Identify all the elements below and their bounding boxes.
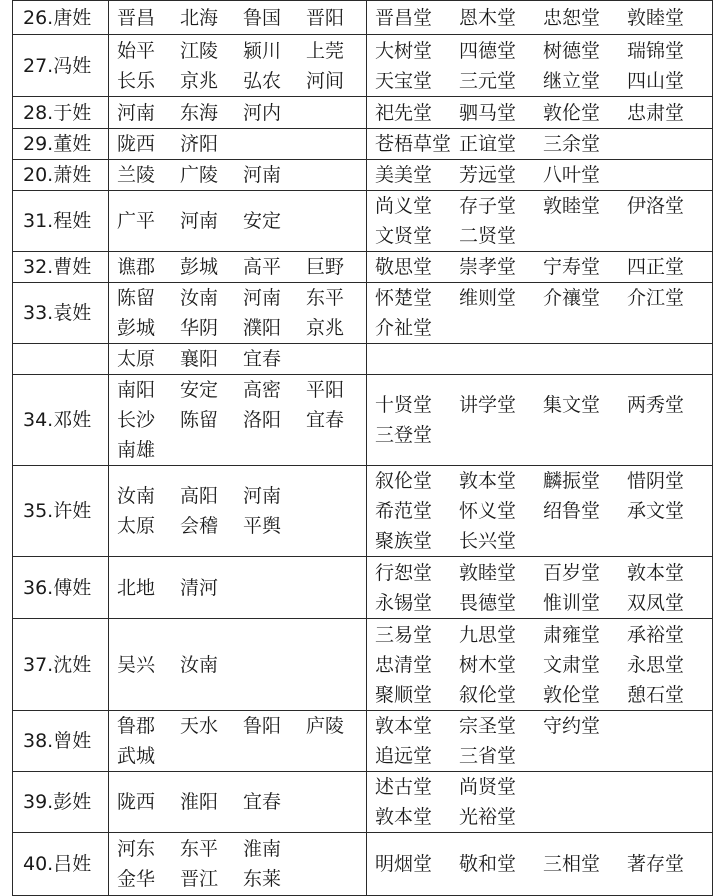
commandery-name: 淮南 bbox=[243, 838, 282, 860]
surname-cell bbox=[13, 283, 109, 344]
hall-line bbox=[375, 313, 712, 343]
surname-table bbox=[12, 0, 713, 896]
table-row bbox=[13, 1, 713, 35]
table-row bbox=[13, 619, 713, 711]
commandery-name: 河南 bbox=[243, 485, 282, 507]
hall-name: 肃雍堂 bbox=[543, 623, 601, 646]
commandery-line bbox=[117, 98, 366, 128]
hall-line bbox=[375, 620, 712, 650]
table-row bbox=[13, 833, 713, 896]
hall-name: 讲学堂 bbox=[459, 394, 517, 416]
hall-name: 敦睦堂 bbox=[543, 195, 601, 217]
hall-name-cell bbox=[367, 129, 713, 160]
hall-name: 八叶堂 bbox=[543, 164, 601, 186]
hall-name-cell bbox=[367, 833, 713, 896]
hall-name: 行恕堂 bbox=[375, 561, 433, 584]
hall-name: 九思堂 bbox=[459, 623, 517, 646]
hall-line bbox=[375, 390, 712, 420]
commandery-name: 彭城 bbox=[180, 256, 219, 278]
hall-name: 维则堂 bbox=[459, 287, 517, 309]
hall-name: 畏德堂 bbox=[459, 591, 517, 614]
hall-name-cell bbox=[367, 466, 713, 557]
surname-label: 35.许姓 bbox=[23, 500, 92, 522]
commandery-name: 高平 bbox=[243, 256, 282, 278]
surname-cell bbox=[13, 619, 109, 711]
commandery-cell bbox=[109, 283, 367, 344]
commandery-name: 河南 bbox=[117, 101, 156, 124]
hall-name: 著存堂 bbox=[627, 853, 685, 875]
hall-name: 介祉堂 bbox=[375, 317, 433, 339]
hall-name-cell bbox=[367, 557, 713, 619]
table-row bbox=[13, 160, 713, 191]
table-row bbox=[13, 97, 713, 129]
hall-line bbox=[375, 252, 712, 282]
commandery-line bbox=[117, 864, 366, 894]
commandery-line bbox=[117, 344, 366, 374]
hall-name-cell bbox=[367, 772, 713, 833]
hall-line bbox=[375, 772, 712, 802]
commandery-name: 清河 bbox=[180, 576, 219, 599]
hall-line bbox=[375, 3, 712, 33]
hall-name: 叙伦堂 bbox=[459, 683, 517, 706]
commandery-name: 河南 bbox=[243, 287, 282, 309]
commandery-name: 河内 bbox=[243, 101, 282, 124]
commandery-name: 太原 bbox=[117, 348, 156, 370]
hall-name: 忠清堂 bbox=[375, 653, 433, 676]
commandery-name: 东平 bbox=[180, 838, 219, 860]
hall-name: 希范堂 bbox=[375, 500, 433, 522]
hall-name: 三登堂 bbox=[375, 424, 433, 446]
commandery-cell bbox=[109, 466, 367, 557]
commandery-cell bbox=[109, 97, 367, 129]
commandery-cell bbox=[109, 772, 367, 833]
commandery-name: 京兆 bbox=[180, 69, 219, 92]
hall-name: 正谊堂 bbox=[459, 133, 517, 155]
hall-name: 麟振堂 bbox=[543, 470, 601, 492]
surname-label: 38.曾姓 bbox=[23, 730, 92, 752]
hall-name: 美美堂 bbox=[375, 164, 433, 186]
surname-label: 34.邓姓 bbox=[23, 409, 92, 431]
hall-name: 守约堂 bbox=[543, 715, 601, 737]
commandery-name: 庐陵 bbox=[306, 715, 345, 737]
commandery-name: 济阳 bbox=[180, 133, 219, 155]
hall-name: 继立堂 bbox=[543, 69, 601, 92]
hall-name: 文肃堂 bbox=[543, 653, 601, 676]
commandery-name: 陈留 bbox=[180, 409, 219, 431]
table-row bbox=[13, 191, 713, 252]
hall-name: 惟训堂 bbox=[543, 591, 601, 614]
hall-name-cell bbox=[367, 711, 713, 772]
hall-name: 树德堂 bbox=[543, 39, 601, 62]
surname-label: 28.于姓 bbox=[23, 101, 92, 124]
hall-name: 文贤堂 bbox=[375, 225, 433, 247]
hall-line bbox=[375, 558, 712, 588]
hall-name: 集文堂 bbox=[543, 394, 601, 416]
hall-line bbox=[375, 98, 712, 128]
commandery-name: 高阳 bbox=[180, 485, 219, 507]
commandery-cell bbox=[109, 1, 367, 35]
commandery-name: 晋江 bbox=[180, 868, 219, 890]
hall-name-cell bbox=[367, 252, 713, 283]
hall-name: 树木堂 bbox=[459, 653, 517, 676]
hall-name: 永思堂 bbox=[627, 653, 685, 676]
commandery-name: 鲁阳 bbox=[243, 715, 282, 737]
commandery-line bbox=[117, 435, 366, 465]
hall-name: 尚义堂 bbox=[375, 195, 433, 217]
hall-name: 恩木堂 bbox=[459, 6, 517, 29]
hall-line bbox=[375, 36, 712, 66]
surname-label: 31.程姓 bbox=[23, 210, 92, 232]
hall-name: 三元堂 bbox=[459, 69, 517, 92]
hall-name: 双凤堂 bbox=[627, 591, 685, 614]
commandery-name: 谯郡 bbox=[117, 256, 156, 278]
hall-name: 宗圣堂 bbox=[459, 715, 517, 737]
commandery-cell bbox=[109, 557, 367, 619]
surname-cell bbox=[13, 772, 109, 833]
commandery-name: 长乐 bbox=[117, 69, 156, 92]
surname-cell bbox=[13, 344, 109, 375]
commandery-cell bbox=[109, 252, 367, 283]
commandery-cell bbox=[109, 375, 367, 466]
surname-cell bbox=[13, 129, 109, 160]
hall-name-cell bbox=[367, 1, 713, 35]
commandery-name: 南雄 bbox=[117, 439, 156, 461]
commandery-name: 金华 bbox=[117, 868, 156, 890]
commandery-name: 宜春 bbox=[306, 409, 345, 431]
commandery-name: 汝南 bbox=[117, 485, 156, 507]
hall-name-cell bbox=[367, 97, 713, 129]
commandery-name: 天水 bbox=[180, 715, 219, 737]
hall-name: 三易堂 bbox=[375, 623, 433, 646]
hall-line bbox=[375, 849, 712, 879]
surname-label: 39.彭姓 bbox=[23, 791, 92, 813]
hall-name-cell bbox=[367, 375, 713, 466]
surname-table-body bbox=[13, 1, 713, 896]
surname-cell bbox=[13, 35, 109, 97]
surname-label: 26.唐姓 bbox=[23, 6, 92, 29]
hall-name: 敦本堂 bbox=[375, 715, 433, 737]
hall-name: 伊洛堂 bbox=[627, 195, 685, 217]
table-row bbox=[13, 344, 713, 375]
commandery-name: 陇西 bbox=[117, 133, 156, 155]
commandery-cell bbox=[109, 619, 367, 711]
hall-line bbox=[375, 711, 712, 741]
surname-label: 32.曹姓 bbox=[23, 256, 92, 278]
hall-name: 大树堂 bbox=[375, 39, 433, 62]
commandery-name: 襄阳 bbox=[180, 348, 219, 370]
commandery-name: 巨野 bbox=[306, 256, 345, 278]
hall-name: 百岁堂 bbox=[543, 561, 601, 584]
commandery-name: 太原 bbox=[117, 515, 156, 537]
hall-line bbox=[375, 526, 712, 556]
hall-line bbox=[375, 66, 712, 96]
commandery-cell bbox=[109, 191, 367, 252]
commandery-line bbox=[117, 36, 366, 66]
table-row bbox=[13, 375, 713, 466]
hall-line bbox=[375, 680, 712, 710]
commandery-cell bbox=[109, 711, 367, 772]
hall-name-cell bbox=[367, 35, 713, 97]
hall-name: 苍梧草堂 bbox=[375, 133, 452, 155]
hall-line bbox=[375, 160, 712, 190]
hall-name: 忠恕堂 bbox=[543, 6, 601, 29]
commandery-name: 鲁郡 bbox=[117, 715, 156, 737]
commandery-name: 晋阳 bbox=[306, 6, 345, 29]
commandery-name: 北海 bbox=[180, 6, 219, 29]
hall-name: 聚族堂 bbox=[375, 530, 433, 552]
commandery-cell bbox=[109, 129, 367, 160]
hall-name: 承裕堂 bbox=[627, 623, 685, 646]
hall-name: 四山堂 bbox=[627, 69, 685, 92]
commandery-name: 宜春 bbox=[243, 791, 282, 813]
commandery-cell bbox=[109, 833, 367, 896]
hall-name: 怀楚堂 bbox=[375, 287, 433, 309]
commandery-name: 河南 bbox=[243, 164, 282, 186]
commandery-line bbox=[117, 375, 366, 405]
commandery-name: 濮阳 bbox=[243, 317, 282, 339]
commandery-name: 长沙 bbox=[117, 409, 156, 431]
commandery-line bbox=[117, 405, 366, 435]
hall-line bbox=[375, 466, 712, 496]
commandery-name: 武城 bbox=[117, 745, 156, 767]
hall-name: 存子堂 bbox=[459, 195, 517, 217]
hall-line bbox=[375, 588, 712, 618]
surname-cell bbox=[13, 375, 109, 466]
hall-name: 两秀堂 bbox=[627, 394, 685, 416]
hall-name: 三相堂 bbox=[543, 853, 601, 875]
surname-cell bbox=[13, 557, 109, 619]
commandery-name: 高密 bbox=[243, 379, 282, 401]
hall-name: 追远堂 bbox=[375, 745, 433, 767]
commandery-name: 陈留 bbox=[117, 287, 156, 309]
surname-cell bbox=[13, 711, 109, 772]
hall-name: 祀先堂 bbox=[375, 101, 433, 124]
commandery-line bbox=[117, 834, 366, 864]
hall-name: 怀义堂 bbox=[459, 500, 517, 522]
commandery-cell bbox=[109, 35, 367, 97]
commandery-name: 华阴 bbox=[180, 317, 219, 339]
commandery-name: 宜春 bbox=[243, 348, 282, 370]
hall-name: 敬和堂 bbox=[459, 853, 517, 875]
table-row bbox=[13, 35, 713, 97]
commandery-line bbox=[117, 313, 366, 343]
hall-name: 叙伦堂 bbox=[375, 470, 433, 492]
commandery-name: 平舆 bbox=[243, 515, 282, 537]
hall-name: 敦睦堂 bbox=[459, 561, 517, 584]
commandery-name: 东平 bbox=[306, 287, 345, 309]
commandery-name: 弘农 bbox=[243, 69, 282, 92]
commandery-line bbox=[117, 511, 366, 541]
commandery-name: 会稽 bbox=[180, 515, 219, 537]
hall-name: 三余堂 bbox=[543, 133, 601, 155]
surname-label: 36.傅姓 bbox=[23, 576, 92, 599]
table-row bbox=[13, 466, 713, 557]
hall-name: 绍鲁堂 bbox=[543, 500, 601, 522]
surname-cell bbox=[13, 833, 109, 896]
hall-line bbox=[375, 283, 712, 313]
hall-name: 驷马堂 bbox=[459, 101, 517, 124]
hall-name: 瑞锦堂 bbox=[627, 39, 685, 62]
hall-line bbox=[375, 496, 712, 526]
commandery-cell bbox=[109, 344, 367, 375]
commandery-name: 洛阳 bbox=[243, 409, 282, 431]
commandery-name: 安定 bbox=[180, 379, 219, 401]
hall-name-cell bbox=[367, 160, 713, 191]
hall-name-cell bbox=[367, 191, 713, 252]
commandery-name: 晋昌 bbox=[117, 6, 156, 29]
hall-name: 憩石堂 bbox=[627, 683, 685, 706]
surname-label: 40.吕姓 bbox=[23, 853, 92, 875]
hall-name: 敦伦堂 bbox=[543, 683, 601, 706]
commandery-name: 南阳 bbox=[117, 379, 156, 401]
hall-name: 承文堂 bbox=[627, 500, 685, 522]
commandery-line bbox=[117, 787, 366, 817]
commandery-name: 东莱 bbox=[243, 868, 282, 890]
hall-name: 晋昌堂 bbox=[375, 6, 433, 29]
hall-line bbox=[375, 221, 712, 251]
hall-name: 二贤堂 bbox=[459, 225, 517, 247]
hall-name: 芳远堂 bbox=[459, 164, 517, 186]
hall-name: 长兴堂 bbox=[459, 530, 517, 552]
commandery-line bbox=[117, 573, 366, 603]
commandery-name: 陇西 bbox=[117, 791, 156, 813]
surname-label: 33.袁姓 bbox=[23, 302, 92, 324]
commandery-name: 北地 bbox=[117, 576, 156, 599]
hall-name: 敦睦堂 bbox=[627, 6, 685, 29]
hall-name: 崇孝堂 bbox=[459, 256, 517, 278]
commandery-line bbox=[117, 650, 366, 680]
commandery-name: 鲁国 bbox=[243, 6, 282, 29]
table-row bbox=[13, 252, 713, 283]
commandery-name: 京兆 bbox=[306, 317, 345, 339]
hall-name: 四德堂 bbox=[459, 39, 517, 62]
hall-name: 天宝堂 bbox=[375, 69, 433, 92]
commandery-name: 河东 bbox=[117, 838, 156, 860]
commandery-name: 吴兴 bbox=[117, 653, 156, 676]
hall-name: 聚顺堂 bbox=[375, 683, 433, 706]
hall-line bbox=[375, 802, 712, 832]
commandery-name: 广陵 bbox=[180, 164, 219, 186]
commandery-line bbox=[117, 129, 366, 159]
hall-name: 敦本堂 bbox=[459, 470, 517, 492]
hall-name: 十贤堂 bbox=[375, 394, 433, 416]
commandery-name: 河南 bbox=[180, 210, 219, 232]
hall-name: 敦伦堂 bbox=[543, 101, 601, 124]
hall-name: 光裕堂 bbox=[459, 806, 517, 828]
hall-name: 忠肃堂 bbox=[627, 101, 685, 124]
commandery-name: 汝南 bbox=[180, 287, 219, 309]
hall-name: 三省堂 bbox=[459, 745, 517, 767]
commandery-name: 淮阳 bbox=[180, 791, 219, 813]
commandery-name: 上莞 bbox=[306, 39, 345, 62]
surname-cell bbox=[13, 466, 109, 557]
surname-label: 29.董姓 bbox=[23, 133, 92, 155]
hall-name: 尚贤堂 bbox=[459, 776, 517, 798]
commandery-line bbox=[117, 481, 366, 511]
table-row bbox=[13, 283, 713, 344]
commandery-name: 兰陵 bbox=[117, 164, 156, 186]
commandery-name: 汝南 bbox=[180, 653, 219, 676]
surname-cell bbox=[13, 97, 109, 129]
commandery-cell bbox=[109, 160, 367, 191]
table-row bbox=[13, 772, 713, 833]
surname-label: 27.冯姓 bbox=[23, 54, 92, 77]
commandery-line bbox=[117, 66, 366, 96]
hall-name: 永锡堂 bbox=[375, 591, 433, 614]
commandery-name: 广平 bbox=[117, 210, 156, 232]
commandery-name: 颍川 bbox=[243, 39, 282, 62]
commandery-line bbox=[117, 3, 366, 33]
hall-name: 介禳堂 bbox=[543, 287, 601, 309]
commandery-name: 东海 bbox=[180, 101, 219, 124]
surname-cell bbox=[13, 160, 109, 191]
hall-name: 述古堂 bbox=[375, 776, 433, 798]
hall-line bbox=[375, 420, 712, 450]
hall-name: 介江堂 bbox=[627, 287, 685, 309]
hall-line bbox=[375, 741, 712, 771]
commandery-line bbox=[117, 741, 366, 771]
commandery-name: 平阳 bbox=[306, 379, 345, 401]
hall-name: 敬思堂 bbox=[375, 256, 433, 278]
surname-cell bbox=[13, 1, 109, 35]
commandery-line bbox=[117, 283, 366, 313]
hall-line bbox=[375, 650, 712, 680]
hall-name: 敦本堂 bbox=[375, 806, 433, 828]
table-row bbox=[13, 711, 713, 772]
surname-cell bbox=[13, 191, 109, 252]
commandery-name: 河间 bbox=[306, 69, 345, 92]
hall-name: 宁寿堂 bbox=[543, 256, 601, 278]
surname-cell bbox=[13, 252, 109, 283]
hall-name-cell bbox=[367, 283, 713, 344]
commandery-line bbox=[117, 711, 366, 741]
commandery-name: 彭城 bbox=[117, 317, 156, 339]
hall-name: 明烟堂 bbox=[375, 853, 433, 875]
commandery-line bbox=[117, 160, 366, 190]
hall-name-cell bbox=[367, 619, 713, 711]
commandery-name: 始平 bbox=[117, 39, 156, 62]
hall-name: 四正堂 bbox=[627, 256, 685, 278]
table-row bbox=[13, 557, 713, 619]
hall-name: 惜阴堂 bbox=[627, 470, 685, 492]
commandery-line bbox=[117, 252, 366, 282]
commandery-name: 江陵 bbox=[180, 39, 219, 62]
hall-line bbox=[375, 191, 712, 221]
table-row bbox=[13, 129, 713, 160]
commandery-name: 安定 bbox=[243, 210, 282, 232]
surname-label: 37.沈姓 bbox=[23, 653, 92, 676]
surname-label: 20.萧姓 bbox=[23, 164, 92, 186]
hall-name-cell bbox=[367, 344, 713, 375]
hall-line bbox=[375, 129, 712, 159]
hall-name: 敦本堂 bbox=[627, 561, 685, 584]
commandery-line bbox=[117, 206, 366, 236]
